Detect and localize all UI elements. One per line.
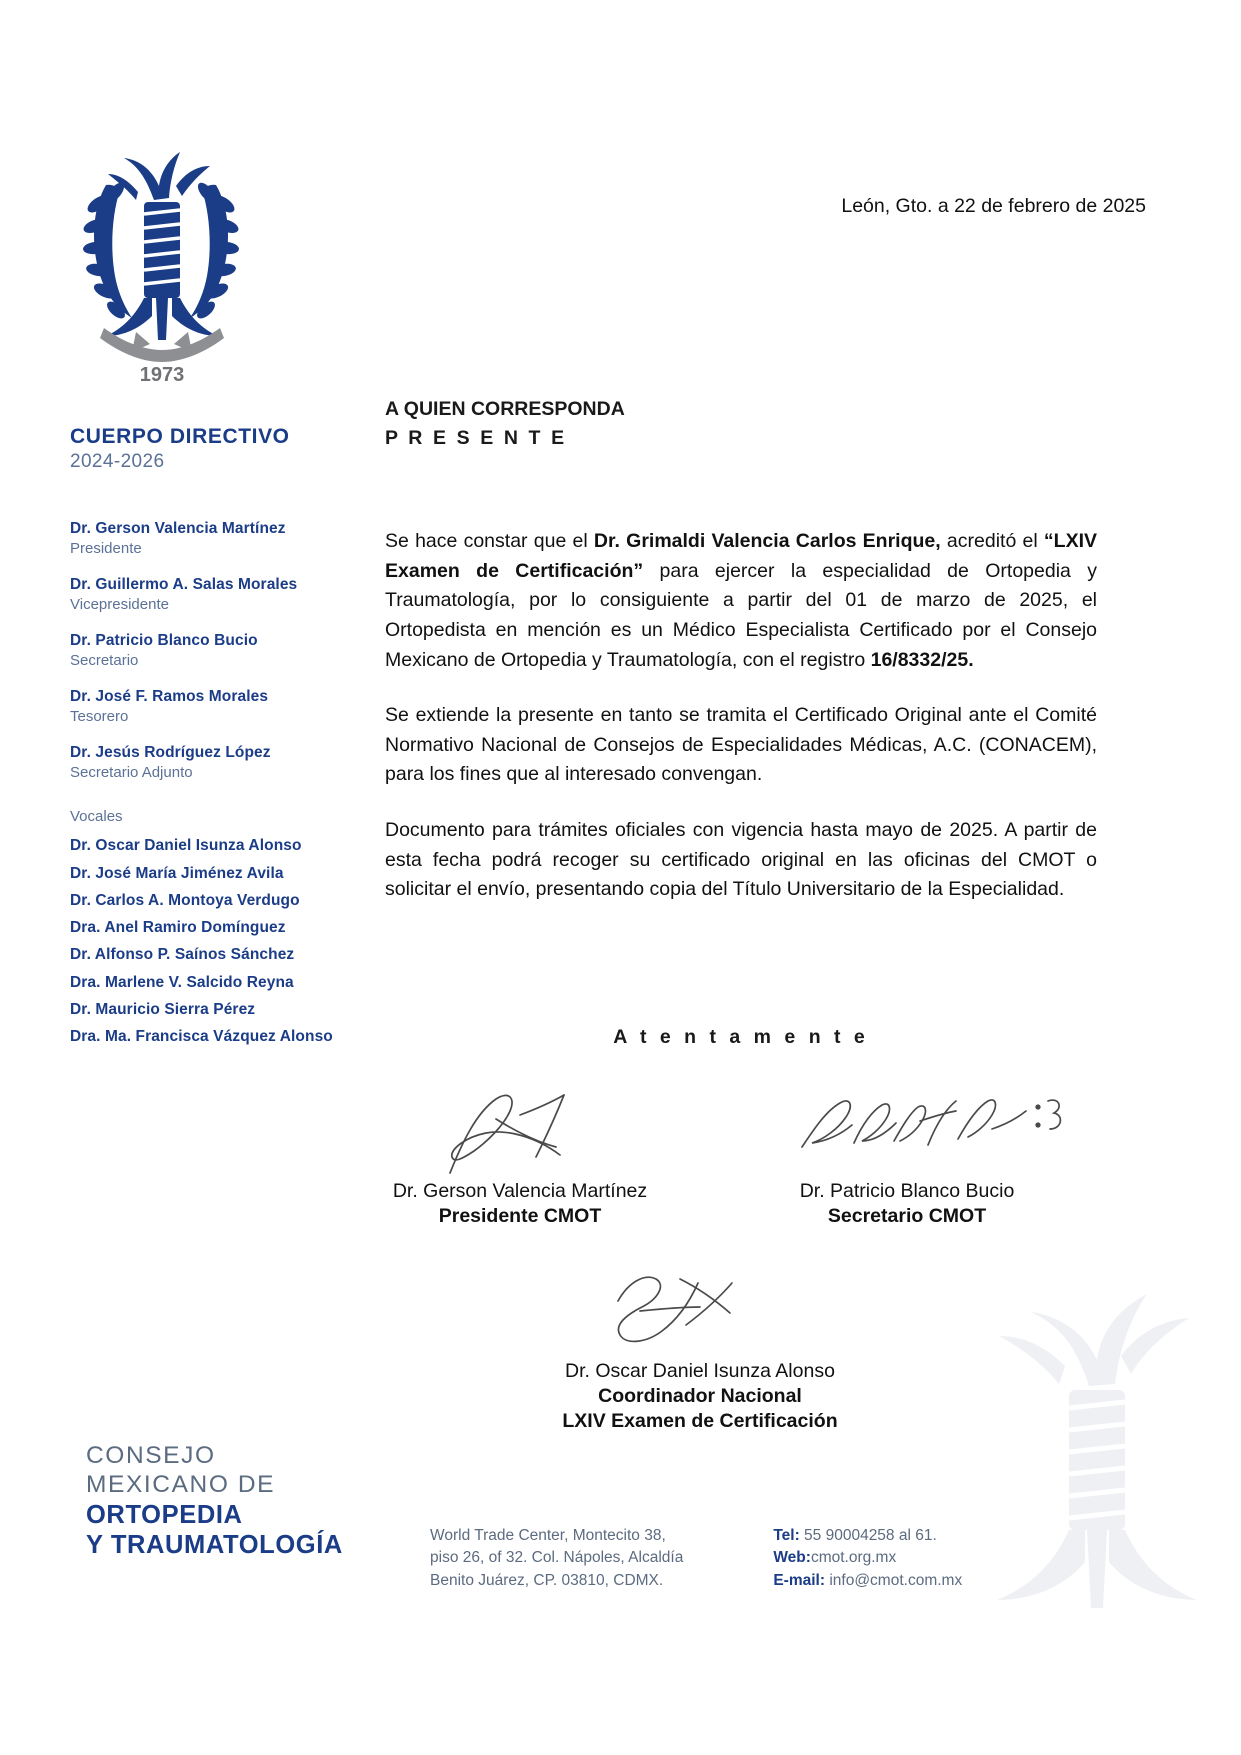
signature-block-secretary bbox=[742, 1085, 1072, 1228]
officer-name: Dr. José F. Ramos Morales bbox=[70, 687, 269, 705]
officer-role: Secretario bbox=[70, 652, 139, 670]
brand-line-4: Y TRAUMATOLOGÍA bbox=[86, 1530, 343, 1559]
logo-year: 1973 bbox=[139, 364, 185, 385]
signature-name: Dr. Oscar Daniel Isunza Alonso bbox=[565, 1360, 835, 1382]
footer-address bbox=[430, 1525, 683, 1592]
date-line: León, Gto. a 22 de febrero de 2025 bbox=[841, 195, 1146, 217]
signature-name: Dr. Gerson Valencia Martínez bbox=[392, 1180, 648, 1202]
officer-item bbox=[70, 519, 370, 559]
board-years: 2024-2026 bbox=[70, 451, 165, 472]
vocal-item: Dr. Oscar Daniel Isunza Alonso bbox=[70, 837, 302, 855]
footer-tel-label: Tel: bbox=[773, 1527, 800, 1544]
handwritten-signature-image bbox=[742, 1085, 1072, 1180]
addressee-line-2: P R E S E N T E bbox=[385, 427, 567, 450]
officer-item bbox=[70, 743, 370, 783]
footer-email bbox=[773, 1570, 962, 1592]
brand-line-2: MEXICANO DE bbox=[86, 1470, 276, 1498]
address-line-1: World Trade Center, Montecito 38, bbox=[430, 1527, 666, 1544]
officer-item bbox=[70, 575, 370, 615]
letter-body bbox=[385, 527, 1097, 931]
p1-part-a: Se hace constar que el bbox=[385, 530, 594, 552]
signature-subtitle: LXIV Examen de Certificación bbox=[562, 1410, 838, 1432]
paragraph-3: Documento para trámites oficiales con vigencia hasta mayo de 2025. A partir de esta fecha podrá recoger su certificado original en las oficinas del CMOT o solicitar el envío, presentando copia del Título Universitario de la Especialidad. bbox=[385, 819, 1097, 901]
cmot-emblem-logo bbox=[76, 130, 246, 385]
brand-wordmark bbox=[86, 1442, 396, 1560]
vocal-item: Dr. Alfonso P. Saínos Sánchez bbox=[70, 946, 295, 964]
sidebar bbox=[70, 130, 370, 1051]
footer-web-value[interactable]: cmot.org.mx bbox=[810, 1549, 897, 1567]
officer-role: Vicepresidente bbox=[70, 596, 169, 614]
exam-name: “LXIV Examen de Certificación” bbox=[385, 530, 1097, 582]
vocal-item: Dra. Marlene V. Salcido Reyna bbox=[70, 973, 294, 991]
officer-name: Dr. Gerson Valencia Martínez bbox=[70, 520, 286, 537]
officer-name: Dr. Guillermo A. Salas Morales bbox=[70, 575, 298, 593]
board-title: CUERPO DIRECTIVO bbox=[70, 425, 290, 448]
signature-title: Secretario CMOT bbox=[827, 1205, 987, 1227]
officer-item bbox=[70, 631, 370, 671]
signature-title: Presidente CMOT bbox=[438, 1205, 602, 1227]
handwritten-signature-image bbox=[350, 1085, 690, 1180]
registration-number: 16/8332/25. bbox=[870, 648, 974, 671]
footer-email-value[interactable]: info@cmot.com.mx bbox=[825, 1571, 963, 1589]
signature-name: Dr. Patricio Blanco Bucio bbox=[799, 1180, 1015, 1202]
tree-watermark-icon bbox=[981, 1290, 1211, 1650]
signature-block-president bbox=[350, 1085, 690, 1228]
addressee-block bbox=[385, 395, 625, 454]
p1-part-c: para ejercer la especialidad de Ortopedia y Traumatología, por lo consiguiente a partir del 01 de marzo de 2025, el Ortopedista en mención es un Médico Especialista Certificado por el Consejo Mexicano de Ortopedia y Traumatología, con el registro bbox=[385, 559, 1097, 671]
brand-line-1: CONSEJO bbox=[86, 1442, 216, 1469]
closing-salutation: A t e n t a m e n t e bbox=[613, 1026, 869, 1048]
address-line-2: piso 26, of 32. Col. Nápoles, Alcaldía bbox=[430, 1549, 684, 1567]
footer-tel bbox=[773, 1525, 962, 1547]
vocal-item: Dr. Mauricio Sierra Pérez bbox=[70, 1000, 256, 1018]
brand-line-3: ORTOPEDIA bbox=[86, 1500, 243, 1529]
addressee-line-1: A QUIEN CORRESPONDA bbox=[385, 398, 625, 420]
officer-role: Secretario Adjunto bbox=[70, 763, 193, 781]
signature-title: Coordinador Nacional bbox=[598, 1385, 802, 1407]
footer-contact bbox=[430, 1525, 962, 1592]
paragraph-1 bbox=[385, 527, 1097, 675]
vocal-item: Dr. José María Jiménez Avila bbox=[70, 864, 284, 882]
footer-tel-value: 55 90004258 al 61. bbox=[799, 1527, 937, 1544]
footer-email-label: E-mail: bbox=[773, 1571, 826, 1589]
paragraph-2: Se extiende la presente en tanto se tramita el Certificado Original ante el Comité Normativo Nacional de Consejos de Especialidades Médicas, A.C. (CONACEM), para los fines que al interesado convengan. bbox=[385, 704, 1097, 786]
officer-item bbox=[70, 687, 370, 727]
footer-contact-details bbox=[773, 1525, 962, 1592]
signature-block-coordinator bbox=[490, 1265, 910, 1433]
vocal-item: Dra. Ma. Francisca Vázquez Alonso bbox=[70, 1028, 333, 1046]
handwritten-signature-image bbox=[490, 1265, 910, 1360]
address-line-3: Benito Juárez, CP. 03810, CDMX. bbox=[430, 1571, 664, 1589]
footer-web-label: Web: bbox=[773, 1549, 811, 1567]
vocales-label: Vocales bbox=[70, 808, 123, 826]
p1-part-b: acreditó el bbox=[940, 530, 1044, 552]
officer-name: Dr. Patricio Blanco Bucio bbox=[70, 631, 258, 649]
officer-name: Dr. Jesús Rodríguez López bbox=[70, 743, 271, 761]
footer-web bbox=[773, 1547, 962, 1569]
officers-list bbox=[70, 519, 370, 782]
officer-role: Presidente bbox=[70, 540, 142, 558]
vocales-list bbox=[70, 832, 370, 1050]
officer-role: Tesorero bbox=[70, 708, 129, 725]
vocal-item: Dr. Carlos A. Montoya Verdugo bbox=[70, 891, 300, 909]
vocal-item: Dra. Anel Ramiro Domínguez bbox=[70, 919, 286, 937]
certified-doctor-name: Dr. Grimaldi Valencia Carlos Enrique, bbox=[593, 530, 941, 552]
